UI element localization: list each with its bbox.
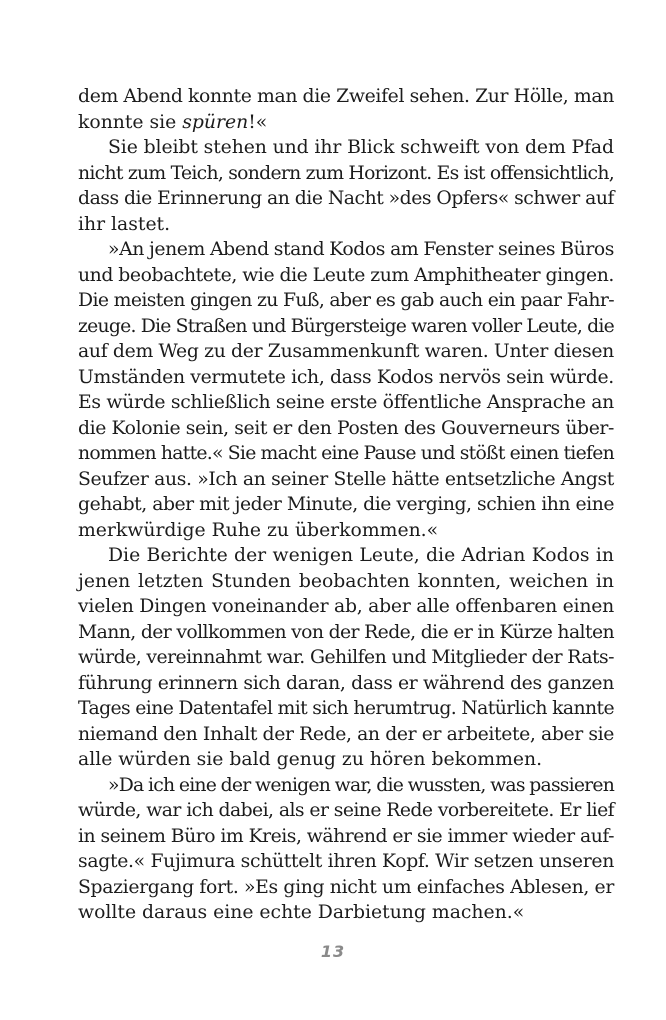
text-line: und beobachtete, wie die Leute zum Amphitheater gingen. [78, 264, 614, 286]
text-line: Die meisten gingen zu Fuß, aber es gab auch ein paar Fahr- [78, 290, 614, 311]
text-line: vielen Dingen voneinander ab, aber alle offenbaren einen [78, 596, 614, 617]
text-line: niemand den Inhalt der Rede, an der er arbeitete, aber sie [78, 723, 614, 745]
text-line: Umständen vermutete ich, dass Kodos nervös sein würde. [78, 366, 614, 388]
text-line: Sie bleibt stehen und ihr Blick schweift von dem Pfad [108, 137, 614, 158]
text-line: Mann, der vollkommen von der Rede, die er in Kürze halten [78, 621, 614, 643]
text-line: alle würden sie bald genug zu hören bekommen. [78, 749, 543, 770]
text-line: ihr lastet. [78, 213, 171, 235]
text-line: wollte daraus eine echte Darbietung machen.« [78, 902, 525, 923]
text-line: »An jenem Abend stand Kodos am Fenster seines Büros [108, 239, 614, 260]
text-line: auf dem Weg zu der Zusammenkunft waren. Unter diesen [78, 341, 614, 362]
text-line: zeuge. Die Straßen und Bürgersteige waren voller Leute, die [78, 315, 614, 337]
paragraph-4 [78, 543, 614, 773]
text-line: Die Berichte der wenigen Leute, die Adrian Kodos in [108, 545, 614, 566]
text-line: dem Abend konnte man die Zweifel sehen. Zur Hölle, man [78, 86, 614, 107]
text-line: jenen letzten Stunden beobachten konnten, weichen in [78, 570, 614, 592]
paragraph-1 [78, 84, 614, 135]
text-line: dass die Erinnerung an die Nacht »des Opfers« schwer auf [78, 188, 614, 209]
text-line: gehabt, aber mit jeder Minute, die verging, schien ihn eine [78, 494, 614, 515]
emphasized-word: spüren [182, 111, 249, 133]
text-line: Seufzer aus. »Ich an seiner Stelle hätte entsetzliche Angst [78, 468, 614, 490]
text-line: Spaziergang fort. »Es ging nicht um einfaches Ablesen, er [78, 876, 614, 898]
text-line: die Kolonie sein, seit er den Posten des Gouverneurs über- [78, 417, 614, 439]
text-line: Es würde schließlich seine erste öffentliche Ansprache an [78, 392, 614, 413]
text-line: führung erinnern sich daran, dass er während des ganzen [78, 672, 614, 694]
paragraph-3 [78, 237, 614, 543]
text-line: sagte.« Fujimura schüttelt ihren Kopf. Wir setzen unseren [78, 851, 614, 872]
text-line: in seinem Büro im Kreis, während er sie immer wieder auf- [78, 825, 614, 847]
text-line: »Da ich eine der wenigen war, die wussten, was passieren [108, 774, 614, 796]
text-segment: !« [248, 111, 268, 133]
paragraph-2 [78, 135, 614, 237]
text-line [78, 110, 614, 136]
text-line: merkwürdige Ruhe zu überkommen.« [78, 519, 439, 541]
text-line: würde, war ich dabei, als er seine Rede vorbereitete. Er lief [78, 800, 614, 821]
paragraph-5 [78, 773, 614, 926]
page-number: 13 [320, 942, 346, 961]
text-line: nicht zum Teich, sondern zum Horizont. Es ist offensichtlich, [78, 162, 614, 184]
text-segment: konnte sie [78, 111, 183, 133]
text-line: würde, vereinnahmt war. Gehilfen und Mitglieder der Rats- [78, 647, 614, 668]
body-text [78, 84, 614, 926]
text-line: nommen hatte.« Sie macht eine Pause und stößt einen tiefen [78, 443, 614, 464]
text-line: Tages eine Datentafel mit sich herumtrug. Natürlich kannte [78, 698, 614, 719]
